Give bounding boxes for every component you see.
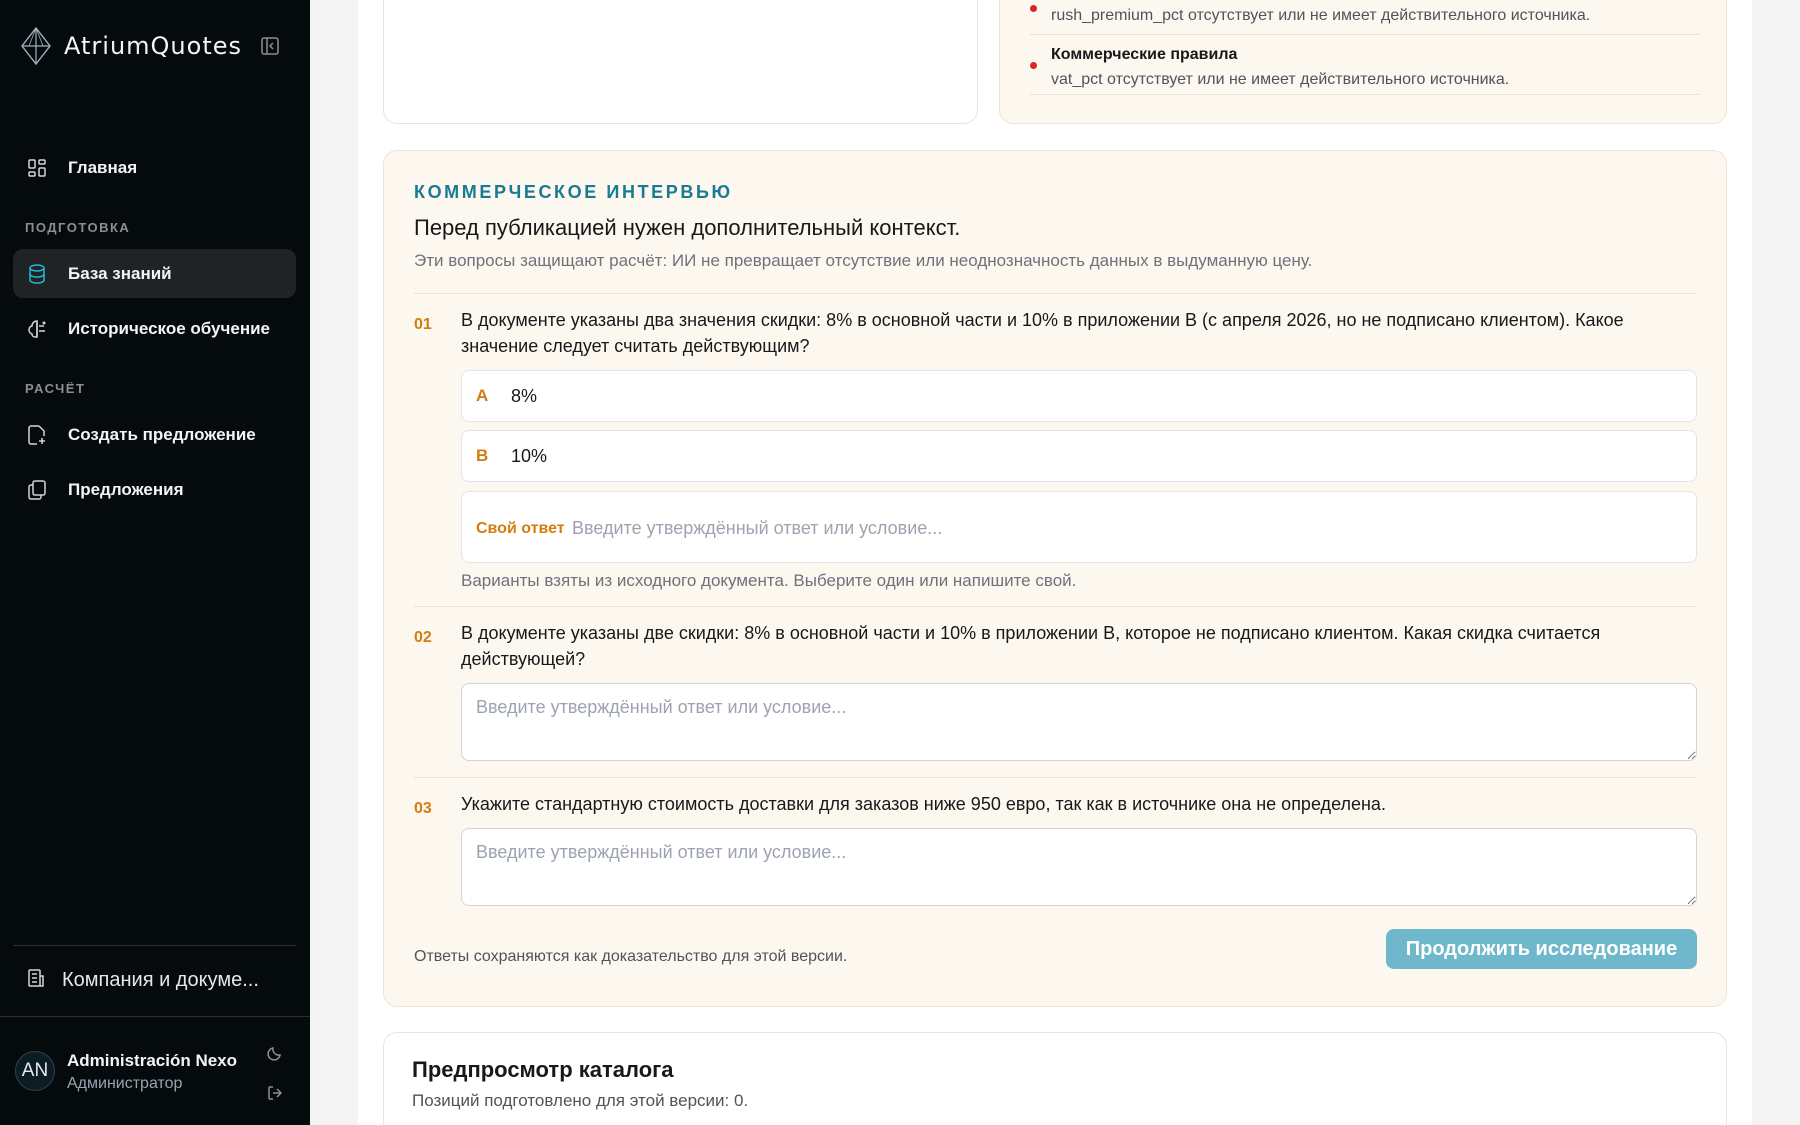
interview-subtitle: Эти вопросы защищают расчёт: ИИ не превращает отсутствие или неоднозначность данных в выдуманную цену. [414,251,1313,270]
issue-item [1030,35,1700,95]
files-icon [26,479,48,501]
section-label-prep: ПОДГОТОВКА [25,220,131,235]
catalog-preview [383,1032,1727,1125]
footer-note: Ответы сохраняются как доказательство для этой версии. [414,948,848,965]
moon-icon [267,1045,283,1061]
company-label: Компания и докуме... [62,969,259,991]
answer-textarea[interactable] [461,683,1697,761]
divider [414,777,1697,778]
sidebar-item-quotes[interactable] [13,465,296,514]
option-a[interactable] [461,370,1697,422]
own-answer-box [461,491,1697,563]
question-text: В документе указаны два значения скидки: 8% в основной части и 10% в приложении B (с апреля 2026, но не подписано клиентом). Какое значение следует считать действующим? [461,310,1624,356]
error-dot-icon [1030,5,1037,12]
own-answer-input[interactable] [572,510,1682,546]
answer-textarea[interactable] [461,828,1697,906]
app-name: AtriumQuotes [64,32,242,60]
options-hint: Варианты взяты из исходного документа. Выберите один или напишите свой. [461,571,1077,590]
catalog-title: Предпросмотр каталога [412,1057,674,1082]
sidebar-item-label: База знаний [68,263,172,283]
brain-icon [26,318,48,340]
logout-icon [267,1085,283,1101]
building-icon [26,968,46,993]
question-text: В документе указаны две скидки: 8% в основной части и 10% в приложении B, которое не подписано клиентом. Какая скидка считается действующей? [461,623,1601,669]
sidebar-item-label: Создать предложение [68,424,256,444]
issue-title: Коммерческие правила [1051,46,1238,63]
interview-title: Перед публикацией нужен дополнительный контекст. [414,215,961,240]
avatar[interactable]: AN [15,1051,55,1091]
sidebar-item-historical-training[interactable] [13,304,296,353]
logo-icon [20,26,52,66]
issues-card [999,0,1727,124]
user-role: Администратор [67,1075,183,1092]
dashboard-icon [26,157,48,179]
option-letter: B [476,446,489,465]
continue-research-button[interactable]: Продолжить исследование [1386,929,1697,969]
collapse-sidebar-button[interactable] [258,34,282,58]
option-value: 10% [511,445,548,466]
question-number: 03 [414,800,432,817]
issue-message: rush_premium_pct отсутствует или не имеет действительного источника. [1051,7,1591,24]
option-letter: A [476,386,489,405]
sidebar-item-label: Историческое обучение [68,318,271,338]
sidebar-item-create-quote[interactable] [13,410,296,459]
option-b[interactable] [461,430,1697,482]
brand[interactable] [20,26,242,66]
database-icon [26,263,48,285]
catalog-subtitle: Позиций подготовлено для этой версии: 0. [412,1091,749,1110]
theme-toggle-button[interactable] [265,1043,285,1063]
sidebar-item-knowledge-base[interactable] [13,249,296,298]
option-value: 8% [511,385,538,406]
question-text: Укажите стандартную стоимость доставки для заказов ниже 950 евро, так как в источнике она не определена. [461,794,1386,814]
issue-message: vat_pct отсутствует или не имеет действительного источника. [1051,71,1510,88]
divider [414,293,1697,294]
file-plus-icon [26,424,48,446]
question-number: 01 [414,316,432,333]
user-panel [0,1016,310,1125]
sidebar-item-label: Предложения [68,479,184,499]
error-dot-icon [1030,62,1037,69]
divider [414,606,1697,607]
section-label-calc: РАСЧЁТ [25,381,86,396]
sidebar-item-label: Главная [68,157,138,177]
sidebar-item-home[interactable] [13,143,296,192]
upload-card [383,0,978,124]
question-number: 02 [414,629,432,646]
sidebar [0,0,310,1125]
company-documents-button[interactable] [13,945,296,1015]
interview-kicker: КОММЕРЧЕСКОЕ ИНТЕРВЬЮ [414,182,733,202]
commercial-interview [383,150,1727,1007]
own-answer-label: Свой ответ [476,520,565,537]
logout-button[interactable] [265,1083,285,1103]
sidebar-collapse-icon [261,37,279,55]
issue-item [1030,0,1700,35]
user-name: Administración Nexo [67,1051,238,1070]
